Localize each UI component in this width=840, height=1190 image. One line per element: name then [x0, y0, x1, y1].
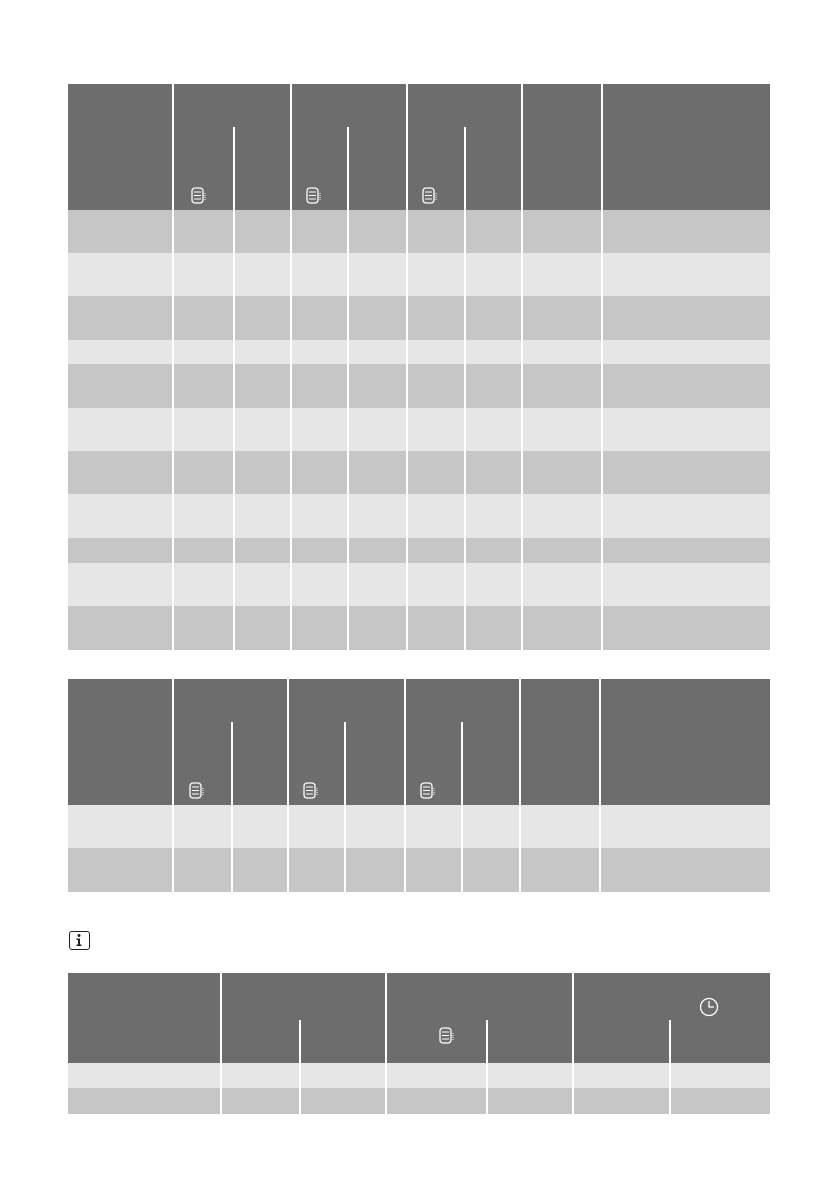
- sub-column-divider: [464, 127, 466, 650]
- column-divider: [172, 84, 174, 650]
- table-row: [68, 1088, 770, 1114]
- sub-column-divider: [299, 1020, 301, 1114]
- sub-column-divider: [347, 127, 349, 650]
- column-divider: [172, 679, 174, 892]
- sub-column-divider: [231, 722, 233, 892]
- column-divider: [287, 679, 289, 892]
- column-divider: [519, 679, 521, 892]
- settings-table-2: [68, 679, 770, 892]
- column-divider: [220, 973, 222, 1114]
- column-divider: [572, 973, 574, 1114]
- shelf-level-icon: [439, 1027, 455, 1045]
- shelf-level-icon: [189, 782, 205, 800]
- sub-column-divider: [486, 1020, 488, 1114]
- column-divider: [599, 679, 601, 892]
- shelf-level-icon: [191, 187, 207, 205]
- sub-column-divider: [461, 722, 463, 892]
- table-3-header: [68, 973, 770, 1063]
- settings-table-3: [68, 973, 770, 1114]
- sub-column-divider: [233, 127, 235, 650]
- clock-icon: [699, 997, 719, 1017]
- shelf-level-icon: [422, 187, 438, 205]
- shelf-level-icon: [303, 782, 319, 800]
- column-divider: [601, 84, 603, 650]
- column-divider: [290, 84, 292, 650]
- sub-column-divider: [669, 1020, 671, 1114]
- column-divider: [521, 84, 523, 650]
- shelf-level-icon: [420, 782, 436, 800]
- shelf-level-icon: [306, 187, 322, 205]
- table-row: [68, 1063, 770, 1088]
- column-divider: [406, 84, 408, 650]
- sub-column-divider: [344, 722, 346, 892]
- info-icon: [69, 931, 90, 950]
- settings-table-1: [68, 84, 770, 650]
- column-divider: [385, 973, 387, 1114]
- column-divider: [404, 679, 406, 892]
